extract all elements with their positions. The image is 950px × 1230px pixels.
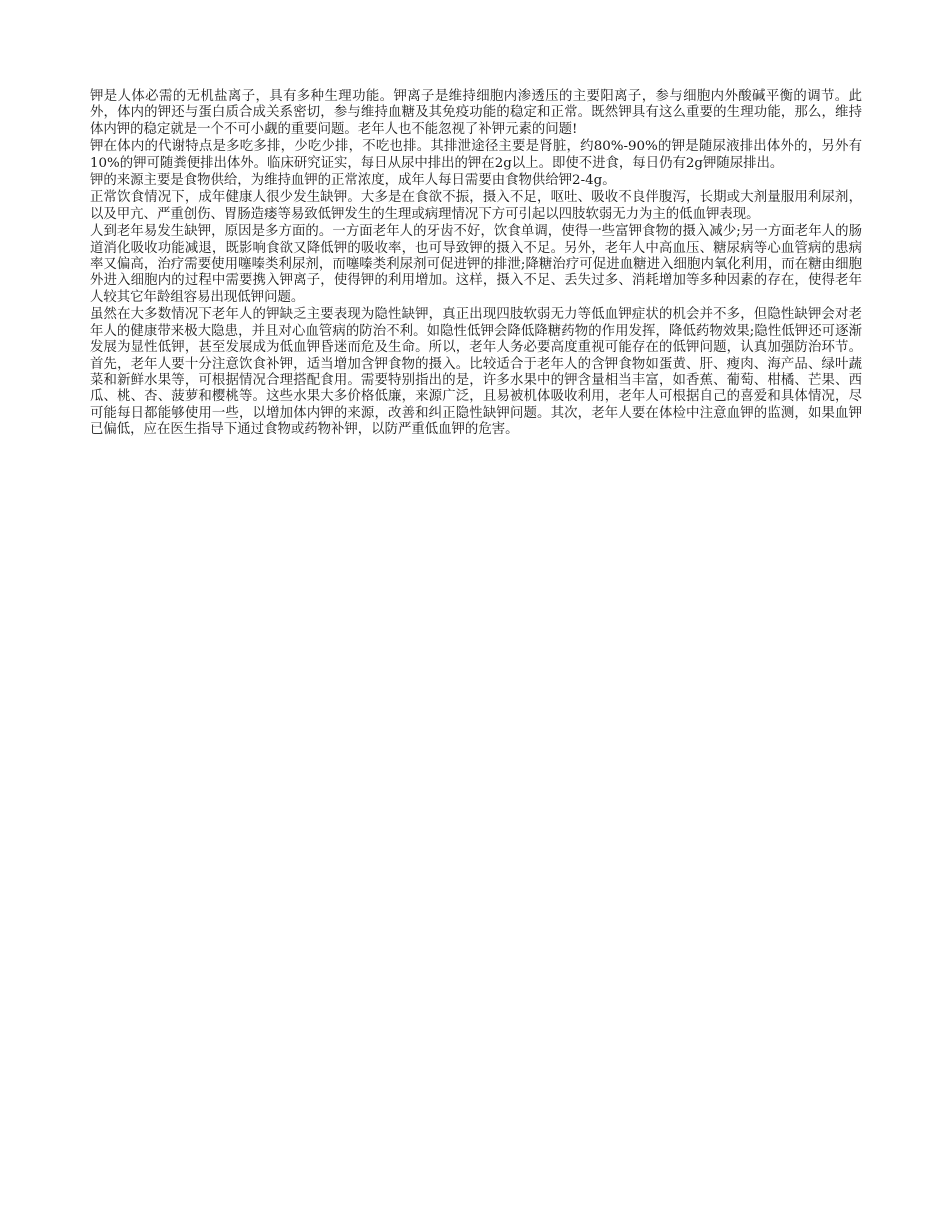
paragraph-prevention-advice: 虽然在大多数情况下老年人的钾缺乏主要表现为隐性缺钾，真正出现四肢软弱无力等低血钾症状的机会并不多，但隐性缺钾会对老年人的健康带来极大隐患，并且对心血管病的防治不利。如隐性低钾会降低降糖药物的作用发挥，降低药物效果;隐性低钾还可逐渐发展为显性低钾，甚至发展成为低血钾昏迷而危及生命。所以，老年人务必要高度重视可能存在的低钾问题，认真加强防治环节。首先，老年人要十分注意饮食补钾，适当增加含钾食物的摄入。比较适合于老年人的含钾食物如蛋黄、肝、瘦肉、海产品、绿叶蔬菜和新鲜水果等，可根据情况合理搭配食用。需要特别指出的是，许多水果中的钾含量相当丰富，如香蕉、葡萄、柑橘、芒果、西瓜、桃、杏、菠萝和樱桃等。这些水果大多价格低廉，来源广泛，且易被机体吸收利用，老年人可根据自己的喜爱和具体情况，尽可能每日都能够使用一些，以增加体内钾的来源，改善和纠正隐性缺钾问题。其次，老年人要在体检中注意血钾的监测，如果血钾已偏低，应在医生指导下通过食物或药物补钾，以防严重低血钾的危害。 xyxy=(90,307,862,438)
paragraph-potassium-deficiency-causes: 正常饮食情况下，成年健康人很少发生缺钾。大多是在食欲不振，摄入不足，呕吐、吸收不良伴腹泻，长期或大剂量服用利尿剂，以及甲亢、严重创伤、胃肠造瘘等易致低钾发生的生理或病理情况下方可引起以四肢软弱无力为主的低血钾表现。 xyxy=(90,190,862,222)
document-body xyxy=(90,89,862,440)
paragraph-elderly-deficiency-reasons: 人到老年易发生缺钾，原因是多方面的。一方面老年人的牙齿不好，饮食单调，使得一些富钾食物的摄入减少;另一方面老年人的肠道消化吸收功能减退，既影响食欲又降低钾的吸收率，也可导致钾的摄入不足。另外，老年人中高血压、糖尿病等心血管病的患病率又偏高，治疗需要使用噻嗪类利尿剂，而噻嗪类利尿剂可促进钾的排泄;降糖治疗可促进血糖进入细胞内氧化利用，而在糖由细胞外进入细胞内的过程中需要携入钾离子，使得钾的利用增加。这样，摄入不足、丢失过多、消耗增加等多种因素的存在，使得老年人较其它年龄组容易出现低钾问题。 xyxy=(90,224,862,305)
paragraph-potassium-functions: 钾是人体必需的无机盐离子，具有多种生理功能。钾离子是维持细胞内渗透压的主要阳离子，参与细胞内外酸碱平衡的调节。此外，体内的钾还与蛋白质合成关系密切，参与维持血糖及其免疫功能的稳定和正常。既然钾具有这么重要的生理功能，那么，维持体内钾的稳定就是一个不可小觑的重要问题。老年人也不能忽视了补钾元素的问题! xyxy=(90,89,862,137)
paragraph-potassium-metabolism: 钾在体内的代谢特点是多吃多排，少吃少排，不吃也排。其排泄途径主要是肾脏，约80%-90%的钾是随尿液排出体外的，另外有10%的钾可随粪便排出体外。临床研究证实，每日从尿中排出的钾在2g以上。即使不进食，每日仍有2g钾随尿排出。 xyxy=(90,139,862,171)
paragraph-potassium-sources: 钾的来源主要是食物供给，为维持血钾的正常浓度，成年人每日需要由食物供给钾2-4g。 xyxy=(90,173,616,189)
